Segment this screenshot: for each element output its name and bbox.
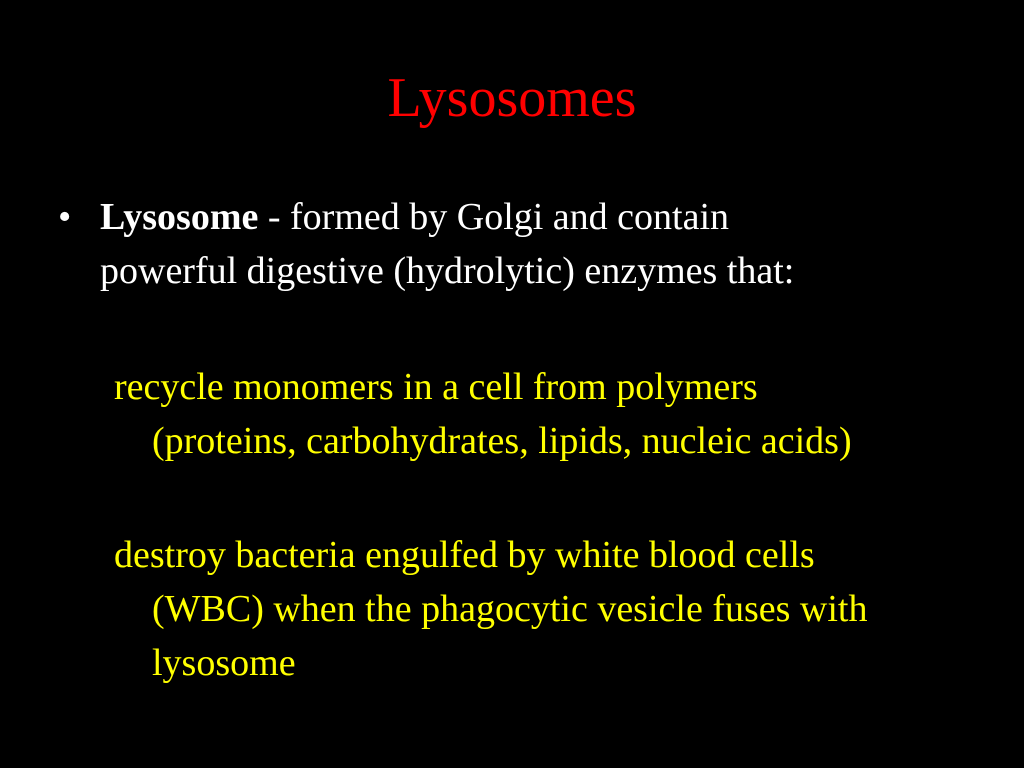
sub-item-recycle — [114, 360, 1014, 468]
main-bullet — [58, 190, 958, 298]
sub-item-line: recycle monomers in a cell from polymers — [114, 366, 758, 408]
sub-item-line: destroy bacteria engulfed by white blood cells — [114, 534, 815, 576]
bullet-term: Lysosome — [100, 196, 259, 238]
bullet-marker-icon: • — [58, 196, 72, 238]
sub-item-line: (WBC) when the phagocytic vesicle fuses with — [152, 588, 868, 630]
sub-item-line: (proteins, carbohydrates, lipids, nucleic acids) — [152, 420, 852, 462]
slide-title: Lysosomes — [387, 67, 637, 129]
bullet-line1-rest: - formed by Golgi and contain — [258, 196, 730, 238]
sub-item-destroy — [114, 528, 1014, 690]
sub-item-line: lysosome — [152, 642, 296, 684]
bullet-text — [100, 190, 958, 298]
bullet-line2: powerful digestive (hydrolytic) enzymes that: — [100, 250, 795, 292]
